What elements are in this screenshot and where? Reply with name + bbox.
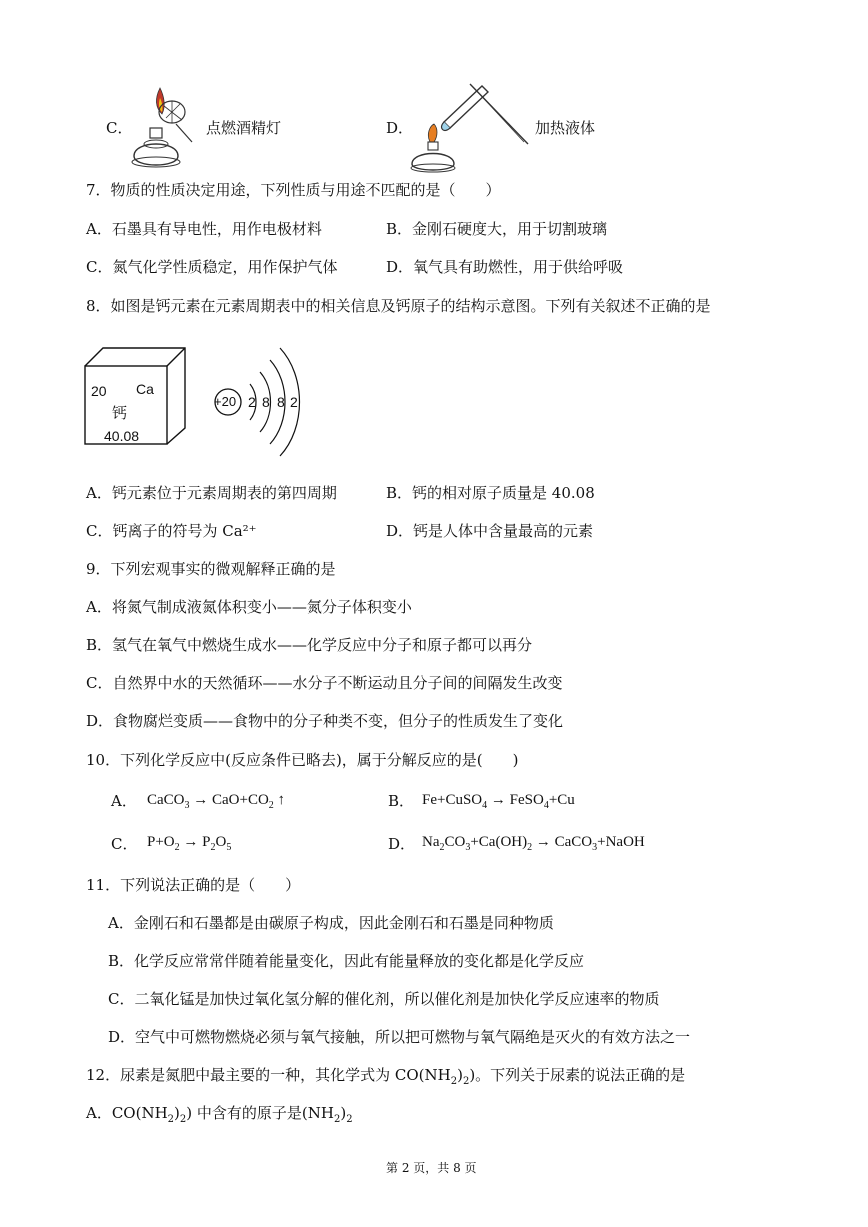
atom-shell-2: 8 <box>262 394 270 410</box>
q10-option-a-equation: CaCO$_3$ → $CaO+CO_2$ ↑ <box>147 792 286 811</box>
q6-option-c-letter: C． <box>106 119 133 137</box>
atom-shell-3: 8 <box>277 394 285 410</box>
q9-option-c: C．自然界中水的天然循环——水分子不断运动且分子间的间隔发生改变 <box>86 674 563 692</box>
q12-option-a: A．$CO(NH_2)_2$) 中含有的原子是$(NH_2)_2$ <box>86 1104 353 1125</box>
atom-shell-1: 2 <box>248 394 256 410</box>
q10-option-c-letter: C． <box>111 835 138 853</box>
element-atomic-mass: 40.08 <box>104 428 140 444</box>
q11-option-c: C．二氧化锰是加快过氧化氢分解的催化剂，所以催化剂是加快化学反应速率的物质 <box>108 990 660 1008</box>
q9-stem: 9．下列宏观事实的微观解释正确的是 <box>86 560 336 578</box>
q10-option-a-letter: A． <box>111 792 137 810</box>
q7-stem: 7．物质的性质决定用途，下列性质与用途不匹配的是（ ） <box>86 181 501 199</box>
q11-option-d: D．空气中可燃物燃烧必须与氧气接触，所以把可燃物与氧气隔绝是灭火的有效方法之一 <box>108 1028 691 1046</box>
q12-stem: 12．尿素是氮肥中最主要的一种，其化学式为 $CO(NH_2)_2$)。下列关于尿素的说法正确的是 <box>86 1066 686 1087</box>
q11-option-b: B．化学反应常常伴随着能量变化，因此有能量释放的变化都是化学反应 <box>108 952 585 970</box>
q6-option-d-caption: 加热液体 <box>535 119 596 137</box>
q6-option-c-caption: 点燃酒精灯 <box>206 119 282 137</box>
q7-option-c: C．氮气化学性质稳定，用作保护气体 <box>86 258 338 276</box>
q11-stem: 11．下列说法正确的是（ ） <box>86 876 301 894</box>
atom-nucleus-charge: +20 <box>214 394 237 409</box>
q11-option-a: A．金刚石和石墨都是由碳原子构成，因此金刚石和石墨是同种物质 <box>108 914 554 932</box>
atom-shell-4: 2 <box>290 394 298 410</box>
q7-option-a: A．石墨具有导电性，用作电极材料 <box>86 220 322 238</box>
q8-stem: 8．如图是钙元素在元素周期表中的相关信息及钙原子的结构示意图。下列有关叙述不正确的是 <box>86 297 711 315</box>
page-number-footer: 第 2 页，共 8 页 <box>386 1161 477 1175</box>
q10-option-d-letter: D． <box>388 835 416 853</box>
q8-option-c: C．钙离子的符号为 Ca²⁺ <box>86 522 257 540</box>
element-symbol: Ca <box>136 381 154 397</box>
q10-option-d-equation: $Na_2CO_3+Ca(OH)_2$ → CaCO$_3$+NaOH <box>422 834 645 853</box>
alcohol-lamp-lighting-illustration <box>126 84 206 174</box>
q10-option-b-equation: Fe+CuSO$_4$ → FeSO$_4$+Cu <box>422 792 575 811</box>
q7-option-d: D．氧气具有助燃性，用于供给呼吸 <box>386 258 624 276</box>
q7-option-b: B．金刚石硬度大，用于切割玻璃 <box>386 220 608 238</box>
q10-option-b-letter: B． <box>388 792 415 810</box>
q8-option-a: A．钙元素位于元素周期表的第四周期 <box>86 484 337 502</box>
q10-option-c-equation: $P+O_2 \to P_2O_5$ <box>147 834 232 853</box>
q6-option-d-letter: D． <box>386 119 414 137</box>
element-atomic-number: 20 <box>91 383 107 399</box>
q10-stem: 10．下列化学反应中(反应条件已略去)，属于分解反应的是( ) <box>86 751 519 769</box>
q9-option-a: A．将氮气制成液氮体积变小——氮分子体积变小 <box>86 598 412 616</box>
q9-option-b: B．氢气在氧气中燃烧生成水——化学反应中分子和原子都可以再分 <box>86 636 533 654</box>
element-name: 钙 <box>112 404 128 422</box>
q8-option-d: D．钙是人体中含量最高的元素 <box>386 522 594 540</box>
q9-option-d: D．食物腐烂变质——食物中的分子种类不变，但分子的性质发生了变化 <box>86 712 564 730</box>
heating-liquid-test-tube-illustration <box>404 80 534 175</box>
q8-option-b: B．钙的相对原子质量是 40.08 <box>386 484 595 502</box>
